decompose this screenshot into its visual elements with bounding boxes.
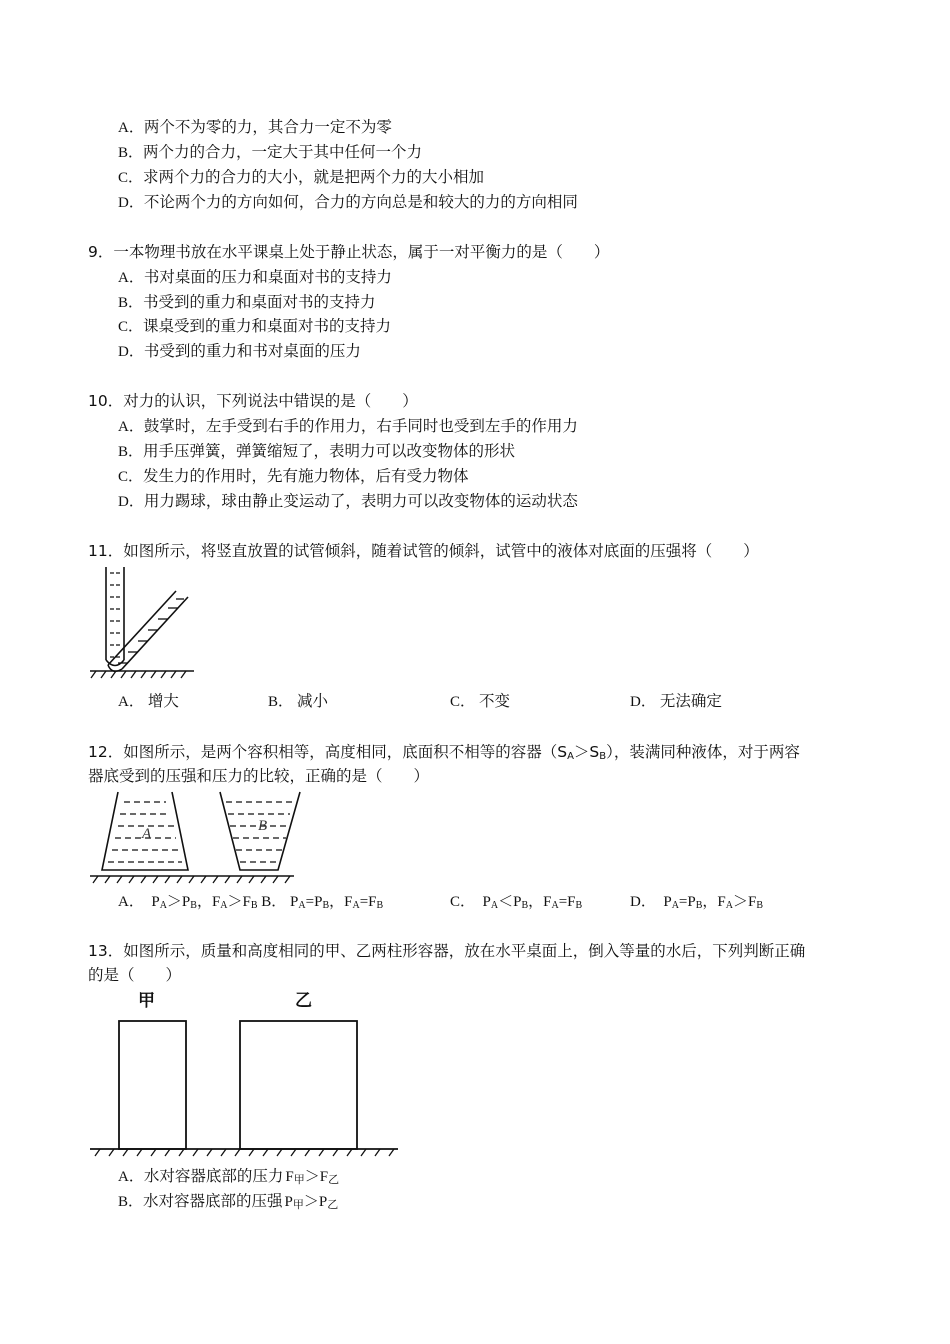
q11-stem: 11．如图所示，将竖直放置的试管倾斜，随着试管的倾斜，试管中的液体对底面的压强将（ ） (88, 542, 759, 560)
q9-option-a (118, 267, 392, 288)
option-letter: B． (118, 295, 144, 311)
option-text: 书受到的重力和书对桌面的压力 (143, 342, 361, 360)
q10-option-a (118, 416, 578, 437)
option-text: 两个不为零的力，其合力一定不为零 (143, 118, 392, 136)
q12-option-c: C． $P_A<P_B$，$F_A=F_B$ (450, 894, 583, 911)
q13-stem-line1: 13．如图所示，质量和高度相同的甲、乙两柱形容器，放在水平桌面上，倒入等量的水后，下列判断正确 (88, 942, 806, 960)
stem-text: 12．如图所示，是两个容积相等，高度相同，底面积不相等的容器（S (88, 743, 568, 761)
q8-option-a (118, 117, 392, 138)
q11-option-c (450, 691, 510, 712)
q11-test-tube-figure (88, 565, 198, 680)
q10-option-b (118, 441, 515, 462)
q13-option-b (118, 1191, 338, 1215)
q11-option-a (118, 691, 179, 712)
stem-text: ＞S (573, 743, 600, 761)
option-text: 无法确定 (659, 692, 722, 710)
q12-option-d: D． $P_A=P_B$，$F_A>F_B$ (630, 894, 763, 911)
subscript: 甲 (293, 1173, 305, 1186)
option-letter: B． (268, 694, 294, 710)
option-text: 鼓掌时，左手受到右手的作用力，右手同时也受到左手的作用力 (143, 417, 578, 435)
option-text: 发生力的作用时，先有施力物体，后有受力物体 (143, 467, 469, 485)
option-cmp: ＞ (304, 1169, 320, 1185)
option-text: 用手压弹簧，弹簧缩短了，表明力可以改变物体的形状 (143, 442, 516, 460)
option-letter: D． (630, 694, 656, 710)
q8-option-c (118, 167, 484, 188)
option-text: 课桌受到的重力和桌面对书的支持力 (143, 317, 392, 335)
option-var: F (319, 1169, 329, 1185)
container-a-label: A (142, 826, 152, 842)
option-text: 不论两个力的方向如何，合力的方向总是和较大的力的方向相同 (143, 193, 578, 211)
option-letter: A． (118, 120, 144, 136)
option-text: 减小 (297, 692, 329, 710)
q8-option-d (118, 192, 578, 213)
q11-option-d (630, 691, 722, 712)
option-letter: B． (118, 444, 144, 460)
subscript: A (567, 751, 574, 762)
option-text: 增大 (147, 692, 179, 710)
subscript: B (599, 751, 607, 762)
q12-containers-figure (88, 790, 298, 885)
container-b-label: B (258, 818, 268, 834)
q10-stem: 10．对力的认识，下列说法中错误的是（ ） (88, 392, 418, 410)
q9-option-b (118, 292, 376, 313)
container-jia-label: 甲 (138, 991, 155, 1011)
option-text: 水对容器底部的压强 (143, 1192, 283, 1210)
subscript: 乙 (328, 1173, 340, 1186)
option-text: 用力踢球，球由静止变运动了，表明力可以改变物体的运动状态 (143, 492, 578, 510)
option-text: 书受到的重力和桌面对书的支持力 (143, 293, 376, 311)
subscript: 甲 (292, 1198, 304, 1211)
q12-stem-line1 (88, 742, 800, 767)
q9-stem: 9．一本物理书放在水平课桌上处于静止状态，属于一对平衡力的是（ ） (88, 243, 610, 261)
option-var: P (284, 1194, 293, 1210)
stem-text: ），装满同种液体，对于两容 (606, 743, 800, 761)
q12-stem-line2: 器底受到的压强和压力的比较，正确的是（ ） (88, 767, 430, 785)
option-letter: A． (118, 270, 144, 286)
q13-option-a (118, 1166, 339, 1190)
option-letter: A． (118, 1169, 144, 1185)
q10-option-d (118, 491, 578, 512)
option-text: 求两个力的合力的大小，就是把两个力的大小相加 (143, 168, 485, 186)
option-text: 书对桌面的压力和桌面对书的支持力 (143, 268, 392, 286)
subscript: 乙 (327, 1198, 339, 1211)
option-text: 两个力的合力，一定大于其中任何一个力 (143, 143, 423, 161)
option-letter: D． (118, 195, 144, 211)
q13-containers-figure (88, 988, 403, 1158)
q10-option-c (118, 466, 469, 487)
option-text: 水对容器底部的压力 (143, 1167, 284, 1185)
option-letter: B． (118, 145, 144, 161)
option-letter: C． (118, 469, 144, 485)
q12-option-a: A． $P_A>P_B$，$F_A>F_B$ B． $P_A=P_B$，$F_A=F_B$ (118, 894, 384, 911)
option-letter: B． (118, 1194, 144, 1210)
option-letter: D． (118, 344, 144, 360)
option-cmp: ＞ (303, 1194, 319, 1210)
option-letter: D． (118, 494, 144, 510)
option-letter: C． (118, 170, 144, 186)
option-letter: C． (118, 319, 144, 335)
q9-option-c (118, 316, 391, 337)
option-text: 不变 (479, 692, 511, 710)
q8-option-b (118, 142, 422, 163)
container-yi-label: 乙 (295, 991, 312, 1011)
option-var: P (318, 1194, 328, 1210)
option-letter: A． (118, 419, 144, 435)
option-letter: A． (118, 694, 144, 710)
q13-stem-line2: 的是（ ） (88, 966, 182, 984)
option-var: F (285, 1169, 294, 1185)
q9-option-d (118, 341, 361, 362)
q11-option-b (268, 691, 328, 712)
option-letter: C． (450, 694, 476, 710)
